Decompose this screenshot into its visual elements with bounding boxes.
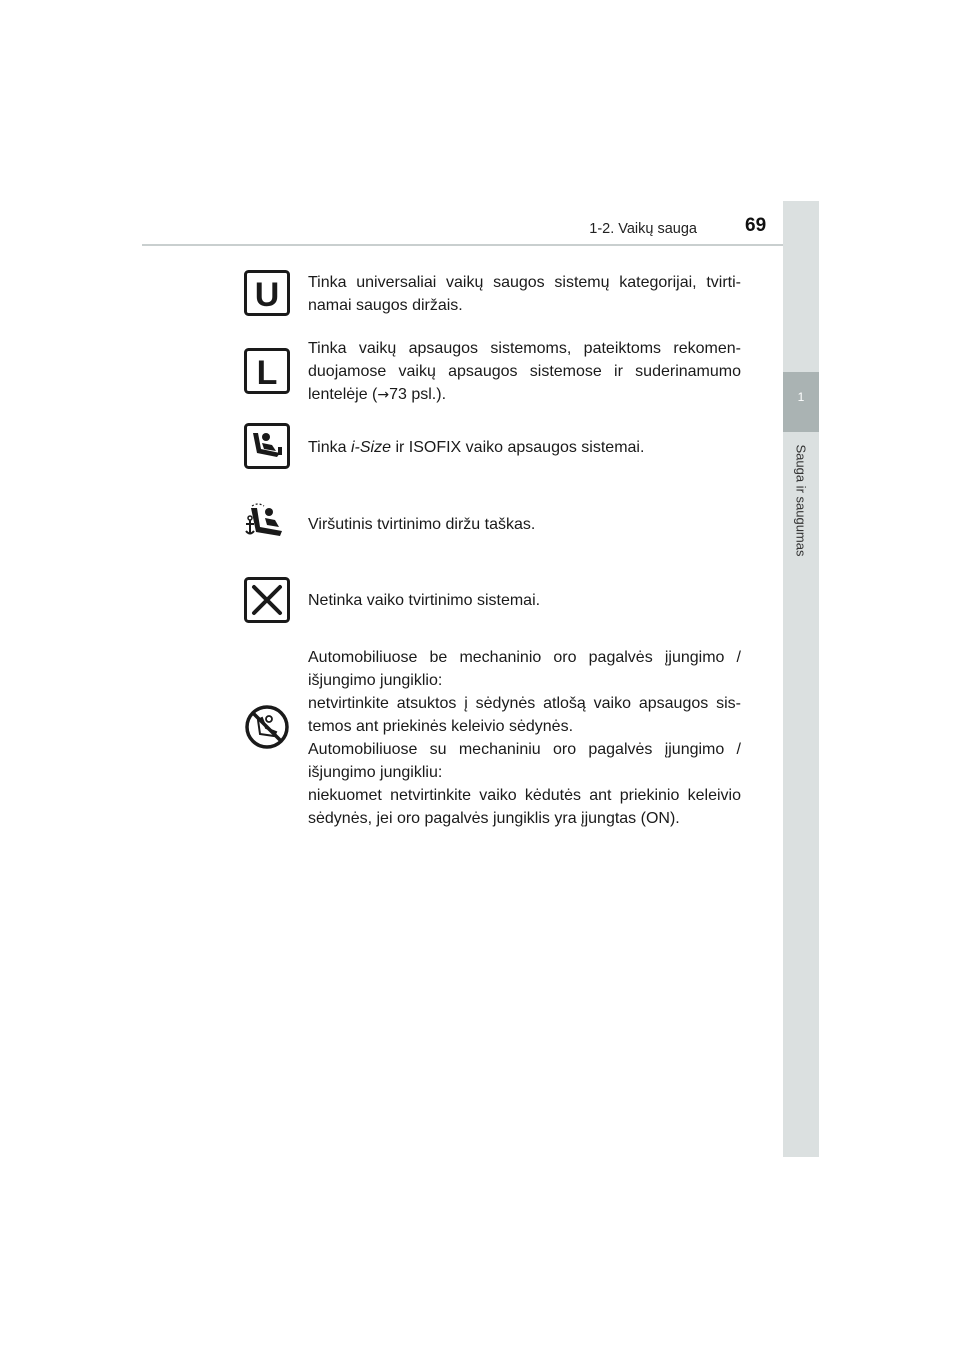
universal-u-letter: U (254, 276, 280, 314)
chapter-title: Sauga ir saugumas (793, 444, 809, 557)
universal-line-2: namai saugos diržais. (308, 297, 463, 314)
airbag-line-5: Automobiliuose su mechaniniu oro pagalvės įjungimo / (308, 741, 741, 758)
header-divider (142, 244, 819, 246)
not-suitable-x-icon (244, 577, 290, 623)
universal-description (308, 271, 741, 317)
airbag-warning-description (308, 646, 741, 830)
listed-line-3-text: lentelėje ( (308, 386, 378, 403)
side-band (783, 201, 819, 1157)
no-rear-facing-seat-icon (244, 704, 290, 750)
isize-child-seat-icon (244, 423, 290, 469)
isize-line (308, 436, 741, 459)
listed-description (308, 337, 741, 407)
listed-line-1: Tinka vaikų apsaugos sistemoms, pateiktoms rekomen- (308, 340, 741, 357)
page-number: 69 (745, 215, 767, 236)
listed-line-2: duojamose vaikų apsaugos sistemose ir suderinamumo (308, 363, 741, 380)
anchor-description: Viršutinis tvirtinimo diržu taškas. (308, 516, 536, 533)
page-ref-link[interactable]: 73 psl.). (389, 386, 447, 403)
isize-italic-term: i-Size (350, 439, 391, 456)
isize-description (308, 436, 741, 459)
airbag-line-6: išjungimo jungikliu: (308, 764, 443, 781)
airbag-line-1: Automobiliuose be mechaninio oro pagalvės įjungimo / (308, 649, 741, 666)
page-ref-arrow: → (377, 387, 390, 403)
top-tether-anchor-icon (244, 500, 290, 546)
listed-l-icon (244, 348, 290, 394)
chapter-number: 1 (797, 390, 805, 404)
airbag-line-7: niekuomet netvirtinkite vaiko kėdutės ant priekinio keleivio (308, 787, 741, 804)
airbag-line-8: sėdynės, jei oro pagalvės jungiklis yra įjungtas (ON). (308, 810, 680, 827)
isize-text-after: ir ISOFIX vaiko apsaugos sistemai. (391, 439, 645, 456)
not-suitable-description: Netinka vaiko tvirtinimo sistemai. (308, 592, 541, 609)
section-title: 1-2. Vaikų sauga (589, 221, 697, 237)
listed-line-3 (308, 383, 741, 407)
airbag-line-3: netvirtinkite atsuktos į sėdynės atlošą vaiko apsaugos sis- (308, 695, 741, 712)
universal-line-1: Tinka universaliai vaikų saugos sistemų kategorijai, tvirti- (308, 274, 741, 291)
isize-text-before: Tinka (308, 439, 351, 456)
airbag-line-4: temos ant priekinės keleivio sėdynės. (308, 718, 574, 735)
universal-u-icon (244, 270, 290, 316)
airbag-line-2: išjungimo jungiklio: (308, 672, 443, 689)
listed-l-letter: L (256, 354, 278, 392)
